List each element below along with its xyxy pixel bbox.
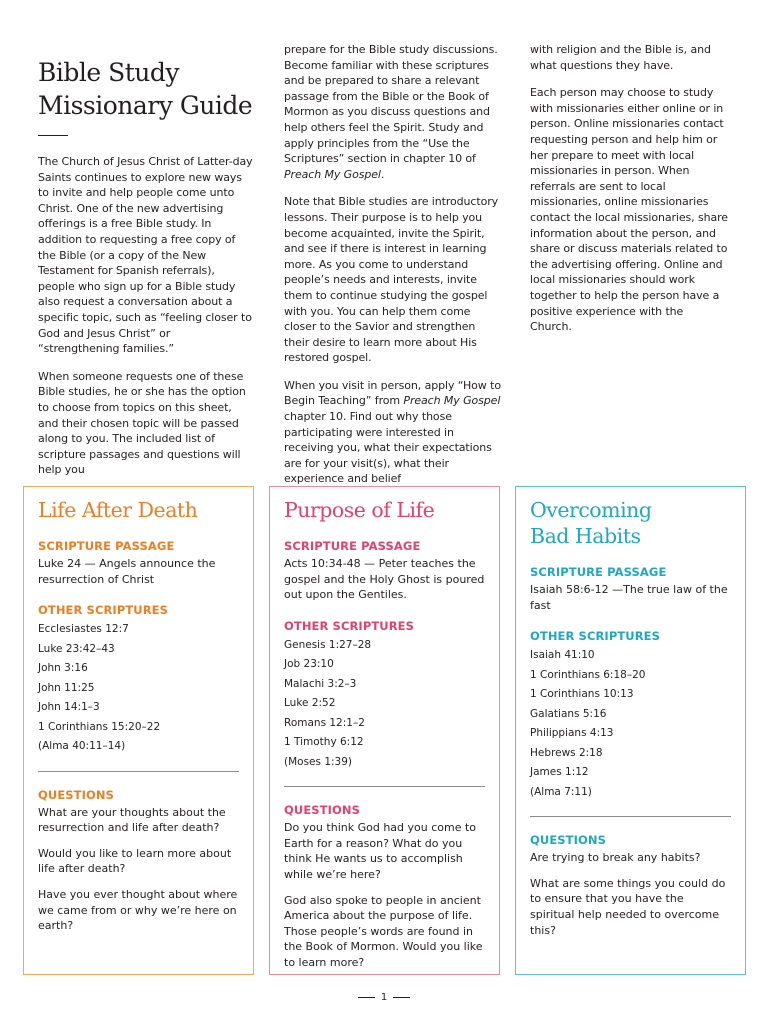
topic-title: Life After Death (38, 498, 198, 522)
scripture-ref: Isaiah 41:10 (530, 649, 595, 662)
intro-paragraph: Each person may choose to study with missionaries either online or in person. Online missionaries contact requesting person and help him or her prepare to meet with local missionaries in person. When referrals are sent to local missionaries, online missionaries contact the local missionaries, share information about the person, and share or discuss materials related to the advertising offering. Online and local missionaries should work together to help the person have a positive experience with the Church. (530, 86, 728, 334)
question: What are your thoughts about the resurrection and life after death? (38, 805, 226, 835)
scripture-list (530, 646, 731, 802)
questions-label: QUESTIONS (284, 803, 360, 818)
scripture-ref: John 14:1–3 (38, 701, 100, 714)
scripture-ref: Luke 23:42–43 (38, 642, 115, 655)
question: Are trying to break any habits? (530, 851, 701, 865)
intro-column-2 (284, 42, 502, 499)
intro-paragraph: prepare for the Bible study discussions. Become familiar with these scriptures and be prepared to share a relevant passage from the Bible or the Book of Mormon as you discuss questions and help others feel the Spirit. Study and apply principles from the “Use the Scriptures” section in chapter 10 of Preach My Gospel. (284, 43, 498, 181)
intro-column-3 (530, 42, 728, 347)
intro-paragraph: When you visit in person, apply “How to Begin Teaching” from Preach My Gospel chapter 10. Find out why those participating were interested in receiving you, what their expectations are for your visit(s), what their experience and belief (284, 378, 501, 486)
question: God also spoke to people in ancient America about the purpose of life. Those people’s words are found in the Book of Mormon. Would you like to learn more? (284, 893, 483, 970)
scripture-list (284, 636, 485, 773)
footer-dash (393, 997, 410, 998)
intro-column-1 (38, 154, 254, 490)
section-divider (38, 771, 239, 772)
topic-title: Overcoming Bad Habits (530, 498, 652, 548)
scripture-ref: 1 Corinthians 6:18–20 (530, 668, 646, 681)
title-divider (38, 135, 68, 136)
scripture-ref: James 1:12 (530, 766, 589, 779)
scripture-ref: Galatians 5:16 (530, 707, 607, 720)
other-scriptures-label: OTHER SCRIPTURES (284, 618, 415, 633)
topic-card-overcoming-bad-habits (515, 486, 746, 975)
scripture-passage: Isaiah 58:6-12 —The true law of the fast (530, 583, 728, 612)
scripture-ref: Philippians 4:13 (530, 727, 614, 740)
scripture-ref: John 11:25 (38, 681, 95, 694)
scripture-passage: Acts 10:34-48 — Peter teaches the gospel and the Holy Ghost is poured out upon the Gentiles. (284, 557, 485, 602)
page-footer (0, 992, 768, 1003)
scripture-ref: (Alma 7:11) (530, 785, 592, 798)
intro-paragraph: Note that Bible studies are introductory lessons. Their purpose is to help you become acquainted, invite the Spirit, and see if there is interest in learning more. As you come to understand people’s needs and interests, invite them to continue studying the gospel with you. You can help them come closer to the Savior and strengthen their desire to learn more about His restored gospel. (284, 195, 499, 365)
topic-card-purpose-of-life (269, 486, 500, 975)
intro-paragraph: with religion and the Bible is, and what questions they have. (530, 43, 711, 72)
scripture-ref: Luke 2:52 (284, 697, 336, 710)
footer-dash (358, 997, 375, 998)
other-scriptures-label: OTHER SCRIPTURES (38, 603, 169, 618)
scripture-ref: Ecclesiastes 12:7 (38, 623, 129, 636)
intro-paragraph: The Church of Jesus Christ of Latter-day Saints continues to explore new ways to invite and help people come unto Christ. One of the new advertising offerings is a free Bible study. In addition to requesting a free copy of the Bible (or a copy of the New Testament for Spanish referrals), people who sign up for a Bible study also request a conversation about a specific topic, such as “feeling closer to God and Jesus Christ” or “strengthening families.” (38, 155, 253, 356)
question: Would you like to learn more about life after death? (38, 846, 232, 876)
scripture-ref: 1 Timothy 6:12 (284, 736, 364, 749)
questions-label: QUESTIONS (530, 833, 606, 848)
topic-title: Purpose of Life (284, 498, 435, 522)
scripture-ref: (Alma 40:11–14) (38, 740, 126, 753)
scripture-passage: Luke 24 — Angels announce the resurrection of Christ (38, 557, 216, 586)
scripture-ref: Malachi 3:2–3 (284, 677, 357, 690)
questions-label: QUESTIONS (38, 787, 114, 802)
question: Do you think God had you come to Earth for a reason? What do you think He wants us to accomplish while we’re here? (284, 821, 477, 882)
scripture-list (38, 620, 239, 757)
section-divider (530, 816, 731, 817)
scripture-ref: John 3:16 (38, 662, 88, 675)
topic-card-life-after-death (23, 486, 254, 975)
scripture-ref: Job 23:10 (284, 658, 334, 671)
intro-paragraph: When someone requests one of these Bible studies, he or she has the option to choose from topics on this sheet, and their chosen topic will be passed along to you. The included list of scripture passages and questions will help you (38, 369, 246, 477)
scripture-passage-label: SCRIPTURE PASSAGE (38, 539, 175, 553)
page-number: 1 (380, 992, 388, 1003)
scripture-ref: 1 Corinthians 15:20–22 (38, 720, 161, 733)
scripture-passage-label: SCRIPTURE PASSAGE (284, 539, 421, 553)
scripture-passage-label: SCRIPTURE PASSAGE (530, 565, 667, 579)
section-divider (284, 786, 485, 787)
scripture-ref: Genesis 1:27–28 (284, 638, 372, 651)
scripture-ref: 1 Corinthians 10:13 (530, 688, 634, 701)
scripture-ref: Romans 12:1–2 (284, 716, 365, 729)
scripture-ref: (Moses 1:39) (284, 755, 352, 768)
scripture-ref: Hebrews 2:18 (530, 746, 603, 759)
other-scriptures-label: OTHER SCRIPTURES (530, 629, 661, 644)
question: What are some things you could do to ensure that you have the spiritual help needed to overcome this? (530, 876, 726, 937)
question: Have you ever thought about where we came from or why we’re here on earth? (38, 888, 238, 933)
page-title: Bible Study Missionary Guide (38, 58, 253, 120)
